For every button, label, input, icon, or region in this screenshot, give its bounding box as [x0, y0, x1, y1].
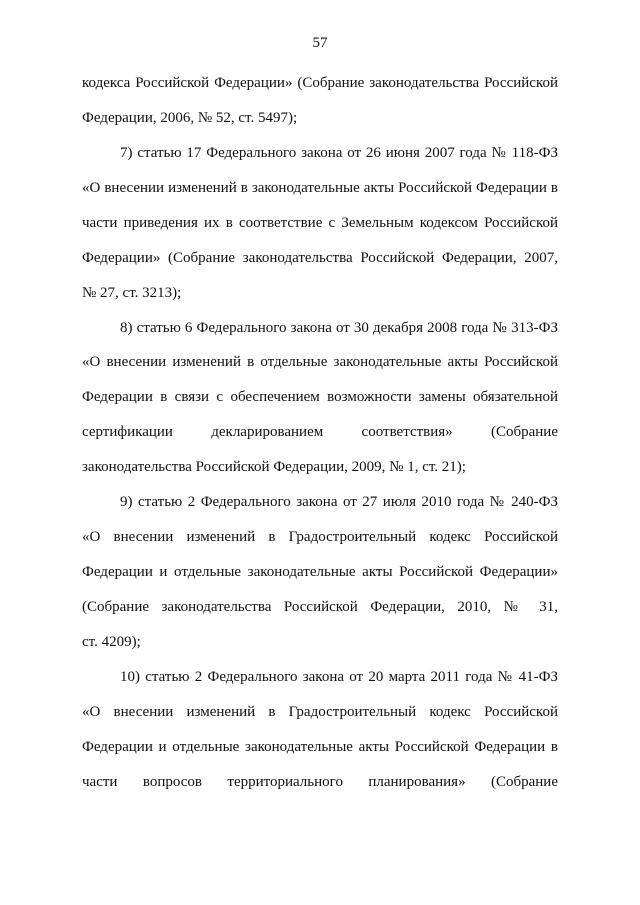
text-line: 7) статью 17 Федерального закона от 26 июня 2007 года № 118-ФЗ — [120, 145, 558, 161]
text-line: Федерации и отдельные законодательные акты Российской Федерации в — [82, 739, 558, 755]
page-number: 57 — [312, 35, 328, 51]
text-line: Федерации, 2006, № 52, ст. 5497); — [82, 110, 298, 126]
text-line: Федерации» (Собрание законодательства Российской Федерации, 2007, — [82, 250, 558, 266]
text-line: части приведения их в соответствие с Земельным кодексом Российской — [82, 215, 558, 231]
text-line: 8) статью 6 Федерального закона от 30 декабря 2008 года № 313-ФЗ — [120, 320, 558, 336]
text-line: сертификации декларированием соответствия» (Собрание — [82, 424, 558, 440]
text-line: «О внесении изменений в Градостроительный кодекс Российской — [82, 529, 558, 545]
text-line: 10) статью 2 Федерального закона от 20 марта 2011 года № 41-ФЗ — [120, 669, 558, 685]
text-line: «О внесении изменений в отдельные законодательные акты Российской — [82, 354, 558, 370]
text-line: Федерации и отдельные законодательные акты Российской Федерации» — [82, 564, 558, 580]
text-line: «О внесении изменений в Градостроительный кодекс Российской — [82, 704, 558, 720]
text-line: ст. 4209); — [82, 634, 141, 650]
text-line: законодательства Российской Федерации, 2009, № 1, ст. 21); — [82, 459, 466, 475]
text-line: кодекса Российской Федерации» (Собрание законодательства Российской — [82, 75, 558, 91]
text-line: (Собрание законодательства Российской Федерации, 2010, № 31, — [82, 599, 558, 615]
text-line: «О внесении изменений в законодательные акты Российской Федерации в — [82, 180, 558, 196]
text-line: 9) статью 2 Федерального закона от 27 июля 2010 года № 240-ФЗ — [120, 494, 558, 510]
text-line: части вопросов территориального планирования» (Собрание — [82, 774, 558, 790]
text-line: Федерации в связи с обеспечением возможности замены обязательной — [82, 389, 558, 405]
text-line: № 27, ст. 3213); — [82, 285, 182, 301]
